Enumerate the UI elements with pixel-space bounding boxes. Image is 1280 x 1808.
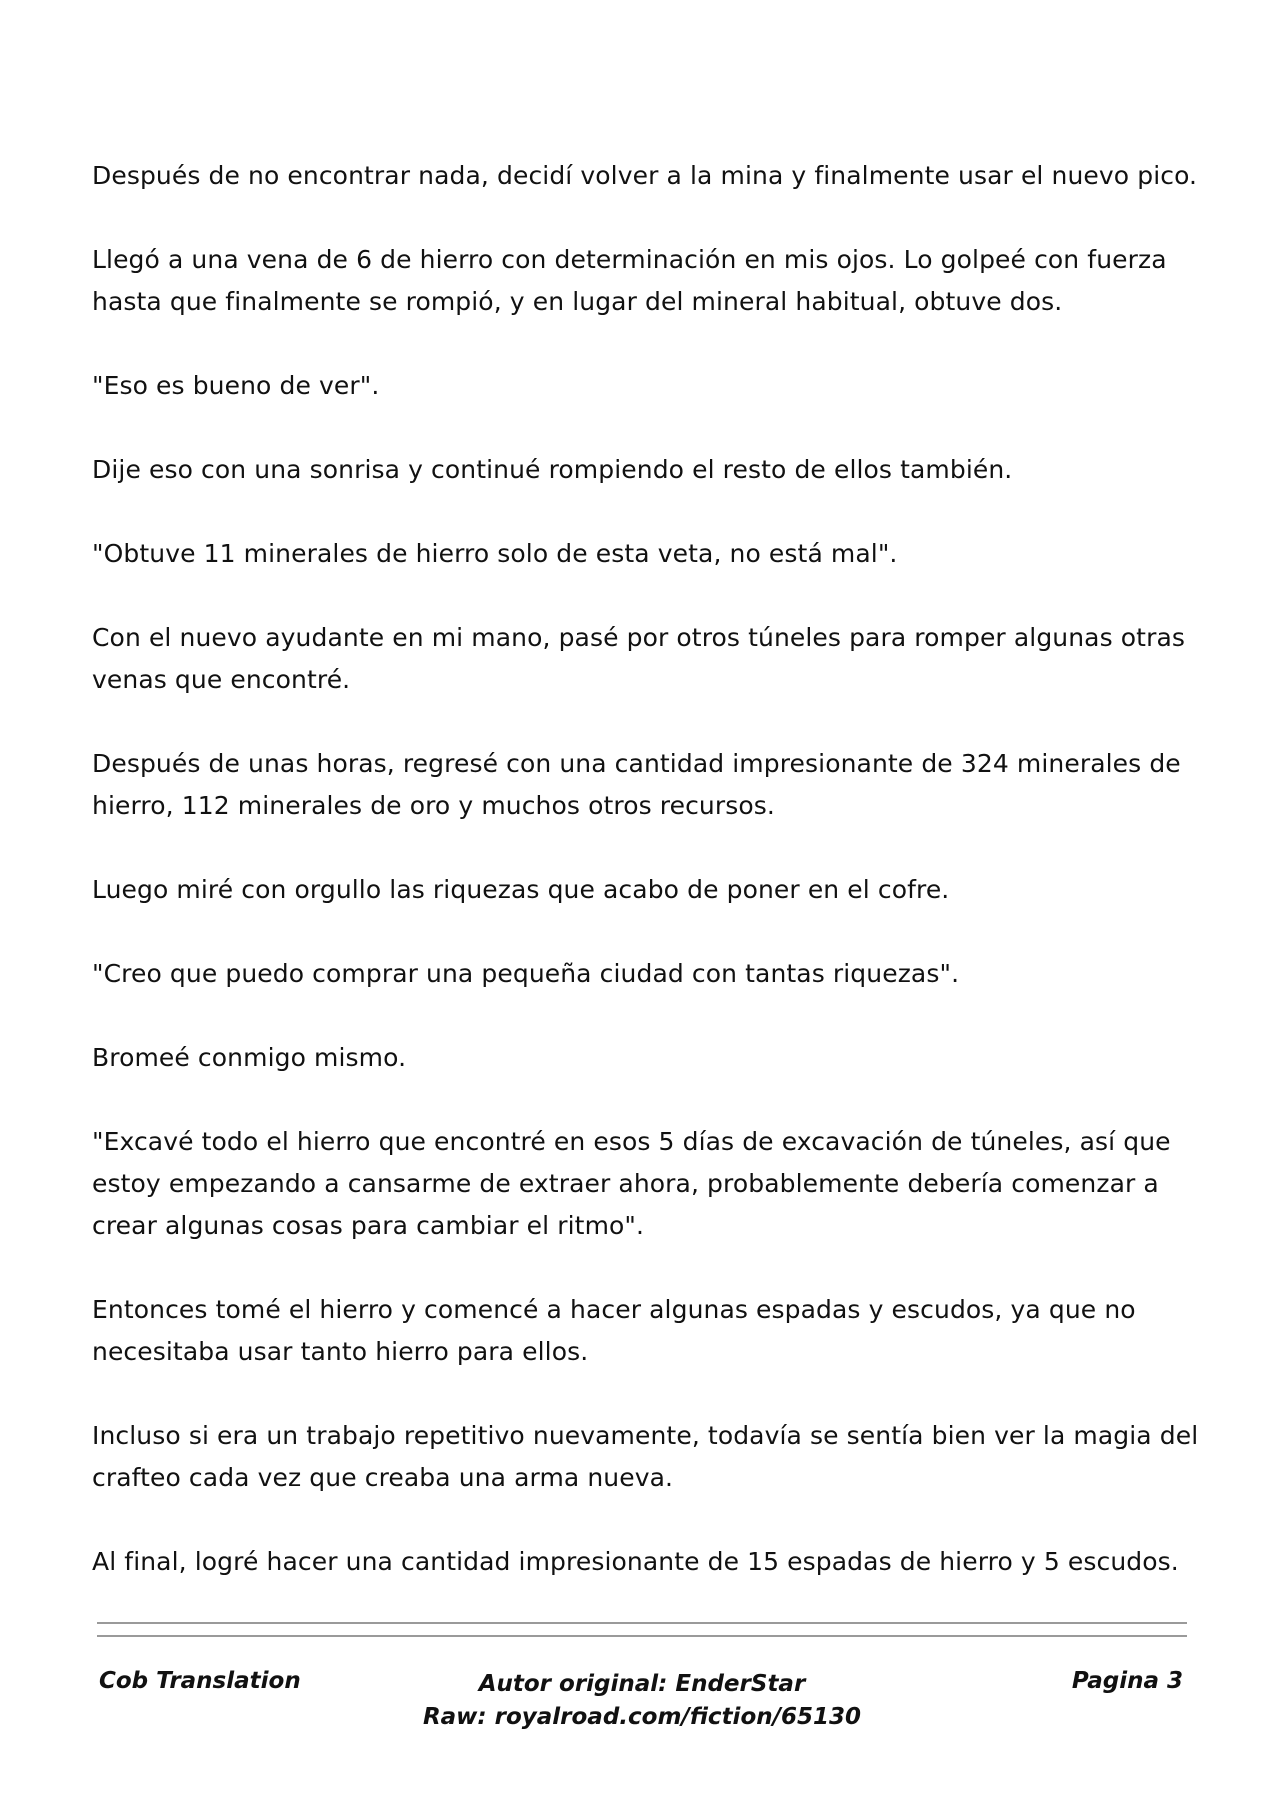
paragraph: Después de unas horas, regresé con una cantidad impresionante de 324 minerales de hierro, 112 minerales de oro y muchos otros recursos. [92,749,1181,820]
original-author: Autor original: EnderStar [478,1671,806,1697]
footer-divider [97,1622,1187,1648]
page-number: Pagina 3 [1071,1668,1183,1694]
paragraph: "Excavé todo el hierro que encontré en esos 5 días de excavación de túneles, así que estoy empezando a cansarme de extraer ahora, probablemente debería comenzar a crear algunas cosas para cambiar el ritmo". [92,1127,1171,1240]
paragraph: Al final, logré hacer una cantidad impresionante de 15 espadas de hierro y 5 escudos. [92,1547,1179,1576]
paragraph: "Eso es bueno de ver". [92,371,380,400]
paragraph: Luego miré con orgullo las riquezas que acabo de poner en el cofre. [92,875,950,904]
paragraph: Entonces tomé el hierro y comencé a hacer algunas espadas y escudos, ya que no necesitaba usar tanto hierro para ellos. [92,1295,1136,1366]
translator-credit: Cob Translation [99,1668,301,1694]
paragraph: "Obtuve 11 minerales de hierro solo de esta veta, no está mal". [92,539,898,568]
footer-rule-bottom [97,1635,1187,1637]
paragraph: Bromeé conmigo mismo. [92,1043,407,1072]
footer-rule-top [97,1622,1187,1624]
paragraph: Dije eso con una sonrisa y continué rompiendo el resto de ellos también. [92,455,1013,484]
paragraph: "Creo que puedo comprar una pequeña ciudad con tantas riquezas". [92,959,960,988]
author-credit [97,1668,1187,1734]
page-body [92,155,1204,1625]
page-footer [97,1668,1187,1748]
raw-source: Raw: royalroad.com/fiction/65130 [422,1704,862,1730]
paragraph: Incluso si era un trabajo repetitivo nuevamente, todavía se sentía bien ver la magia del crafteo cada vez que creaba una arma nueva. [92,1421,1199,1492]
paragraph: Con el nuevo ayudante en mi mano, pasé por otros túneles para romper algunas otras venas que encontré. [92,623,1185,694]
paragraph: Después de no encontrar nada, decidí volver a la mina y finalmente usar el nuevo pico. [92,161,1198,190]
paragraph: Llegó a una vena de 6 de hierro con determinación en mis ojos. Lo golpeé con fuerza hasta que finalmente se rompió, y en lugar del mineral habitual, obtuve dos. [92,245,1167,316]
